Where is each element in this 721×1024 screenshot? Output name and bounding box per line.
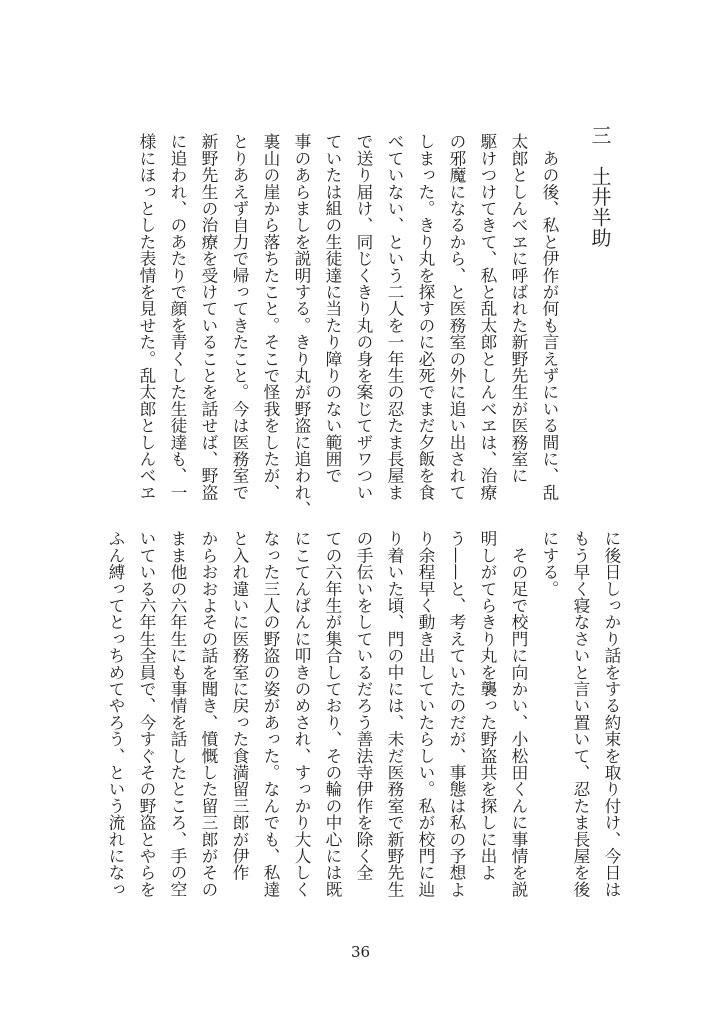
text-line: 裏山の崖から落ちたこと。そこで怪我をしたが、	[261, 133, 281, 501]
chapter-title: 三 土井半助	[588, 125, 612, 248]
text-line: ふん縛ってとっちめてやろう、という流れになっ	[106, 530, 126, 898]
text-line: り着いた頃、門の中には、未だ医務室で新野先生	[385, 530, 405, 898]
text-line: からおおよその話を聞き、憤慨した留三郎がその	[199, 530, 219, 898]
text-line: とりあえず自力で帰ってきたこと。今は医務室で	[230, 133, 250, 501]
text-line: あの後、私と伊作が何も言えずにいる間に、乱	[540, 133, 560, 501]
text-line: 事のあらましを説明する。きり丸が野盗に追われ、	[292, 133, 312, 518]
text-line: 明しがてらきり丸を襲った野盗共を探しに出よ	[478, 530, 498, 881]
text-line: の邪魔になるから、と医務室の外に追い出されて	[447, 133, 467, 501]
text-line: その足で校門に向かい、小松田くんに事情を説	[509, 530, 529, 898]
text-line: に後日しっかり話をする約束を取り付け、今日は	[602, 530, 622, 898]
text-line: う——と、考えていたのだが、事態は私の予想よ	[447, 530, 467, 898]
text-line: いている六年生全員で、今すぐその野盗とやらを	[137, 530, 157, 898]
text-line: べていない、という二人を一年生の忍たま長屋ま	[385, 133, 405, 501]
text-line: の手伝いをしているだろう善法寺伊作を除く全	[354, 530, 374, 881]
text-line: もう早く寝なさいと言い置いて、忍たま長屋を後	[571, 530, 591, 898]
text-line: 様にほっとした表情を見せた。乱太郎としんべヱ	[137, 133, 157, 501]
text-line: にする。	[540, 530, 560, 597]
text-line: り余程早く動き出していたらしい。私が校門に辿	[416, 530, 436, 898]
text-line: 太郎としんべヱに呼ばれた新野先生が医務室に	[509, 133, 529, 484]
top-text-block	[100, 133, 565, 518]
text-line: しまった。きり丸を探すのに必死でまだ夕飯を食	[416, 133, 436, 501]
text-line: ていたは組の生徒達に当たり障りのない範囲で	[323, 133, 343, 484]
text-line: に追われ、のあたりで顔を青くした生徒達も、一	[168, 133, 188, 501]
text-line: と入れ違いに医務室に戻った食満留三郎が伊作	[230, 530, 250, 881]
bottom-text-block	[100, 530, 627, 902]
text-line: 新野先生の治療を受けていることを話せば、野盗	[199, 133, 219, 501]
text-line: まま他の六年生にも事情を話したところ、手の空	[168, 530, 188, 898]
page-number: 36	[350, 943, 371, 961]
text-line: ての六年生が集合しており、その輪の中心には既	[323, 530, 343, 898]
text-line: なった三人の野盗の姿があった。なんでも、私達	[261, 530, 281, 898]
text-line: 駆けつけてきて、私と乱太郎としんべヱは、治療	[478, 133, 498, 501]
text-line: で送り届け、同じくきり丸の身を案じてザワつい	[354, 133, 374, 501]
text-line: にこてんぱんに叩きのめされ、すっかり大人しく	[292, 530, 312, 898]
